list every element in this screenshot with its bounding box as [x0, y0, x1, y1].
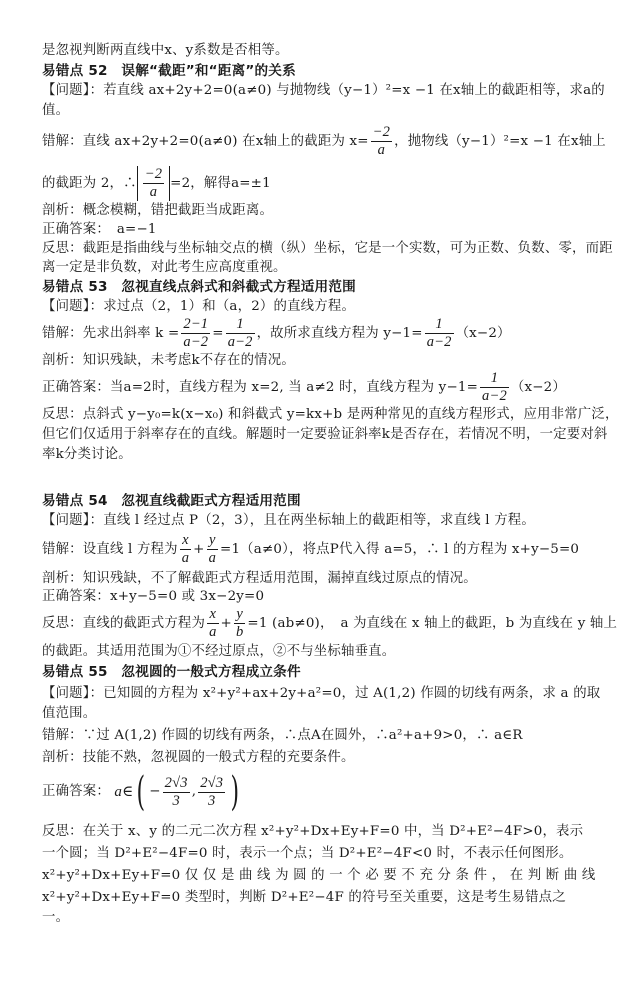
text-segment: a∈ — [114, 784, 134, 800]
fraction-y-over-a — [207, 532, 218, 567]
wrong-solution-52 — [42, 124, 606, 159]
denominator: a — [209, 624, 217, 640]
reflection-53: 反思：点斜式 y−y₀=k(x−x₀) 和斜截式 y=kx+b 是两种常见的直线方程形式，应用非常广泛， — [42, 407, 619, 422]
plus-sign: + — [193, 542, 205, 557]
denominator: a — [377, 142, 386, 158]
denominator: a — [149, 184, 158, 200]
text-segment: 错解：设直线 l 方程为 — [42, 542, 178, 557]
numerator: x — [207, 606, 218, 624]
text-line: x²+y²+Dx+Ey+F=0 仅 仅 是 曲 线 为 圆 的 一 个 必 要 不 充 分 条 件 ， 在 判 断 曲 线 — [42, 868, 596, 883]
numerator: 1 — [425, 316, 454, 334]
text-segment: 反思：直线的截距式方程为 — [42, 616, 206, 631]
answer-53 — [42, 370, 606, 405]
numerator: 1 — [480, 370, 509, 388]
section-heading-53: 易错点 53 忽视直线点斜式和斜截式方程适用范围 — [42, 279, 356, 295]
denominator: a−2 — [227, 334, 253, 350]
analysis-53: 剖析：知识残缺，未考虑k不存在的情况。 — [42, 353, 295, 368]
right-paren: ) — [230, 769, 240, 815]
text-line: 率k分类讨论。 — [42, 447, 132, 462]
analysis-55: 剖析：技能不熟，忽视圆的一般式方程的充要条件。 — [42, 750, 355, 765]
text-segment: ，故所求直线方程为 y−1= — [256, 326, 423, 341]
section-heading-55: 易错点 55 忽视圆的一般式方程成立条件 — [42, 664, 301, 680]
fraction-slope — [181, 316, 210, 351]
text-segment: （x−2） — [510, 380, 566, 395]
denominator: a−2 — [482, 388, 507, 404]
problem-54: 【问题】：直线 l 经过点 P（2，3），且在两坐标轴上的截距相等，求直线 l 方程。 — [42, 513, 535, 528]
reflection-54 — [42, 606, 618, 641]
text-segment: 正确答案： — [42, 784, 110, 799]
problem-55: 【问题】：已知圆的方程为 x²+y²+ax+2y+a²=0，过 A(1,2) 作圆的切线有两条，求 a 的取 — [42, 686, 601, 701]
text-segment: =2，解得a=±1 — [170, 176, 271, 191]
numerator: x — [180, 532, 191, 550]
denominator: a−2 — [426, 334, 452, 350]
reflection-55: 反思：在关于 x、y 的二元二次方程 x²+y²+Dx+Ey+F=0 中，当 D²+E²−4F>0，表示 — [42, 824, 584, 839]
text-line: 但它们仅适用于斜率存在的直线。解题时一定要验证斜率k是否存在，若情况不明，一定要对斜 — [42, 427, 608, 442]
wrong-solution-54 — [42, 532, 606, 567]
text-line: x²+y²+Dx+Ey+F=0 类型时，判断 D²+E²−4F 的符号至关重要，这是考生易错点之 — [42, 890, 566, 905]
numerator: −2 — [372, 124, 391, 140]
text-line: 是忽视判断两直线中x、y系数是否相等。 — [42, 43, 289, 58]
numerator: 2√3 — [200, 774, 224, 791]
denominator: 3 — [208, 792, 216, 809]
text-line: 一个圆；当 D²+E²−4F=0 时，表示一个点；当 D²+E²−4F<0 时，不表示任何图形。 — [42, 846, 573, 861]
denominator: a−2 — [183, 334, 209, 350]
section-heading-52: 易错点 52 误解“截距”和“距离”的关系 — [42, 63, 296, 79]
text-segment: 错解：直线 ax+2y+2=0(a≠0) 在x轴上的截距为 x= — [42, 134, 369, 149]
text-segment: （x−2） — [455, 326, 511, 341]
analysis-52: 剖析：概念模糊，错把截距当成距离。 — [42, 203, 274, 218]
fraction-2sqrt3-over-3 — [163, 775, 190, 810]
fraction-x-over-a — [180, 532, 191, 567]
numerator: y — [207, 532, 218, 550]
minus-sign: − — [149, 784, 161, 799]
answer-54: 正确答案：x+y−5=0 或 3x−2y=0 — [42, 589, 265, 604]
fraction-slope-simplified — [226, 316, 255, 351]
text-line: 离一定是非负数，对此考生应高度重视。 — [42, 260, 287, 275]
fraction-slope — [425, 316, 454, 351]
left-paren: ( — [136, 769, 146, 815]
section-heading-54: 易错点 54 忽视直线截距式方程适用范围 — [42, 493, 301, 509]
answer-52: 正确答案： a=−1 — [42, 222, 157, 237]
numerator: 2√3 — [164, 774, 188, 791]
wrong-solution-52-cont — [42, 166, 606, 201]
fraction-x-over-a — [207, 606, 218, 641]
analysis-54: 剖析：知识残缺，不了解截距式方程适用范围，漏掉直线过原点的情况。 — [42, 571, 477, 586]
denominator: b — [235, 624, 244, 640]
denominator: 3 — [172, 792, 180, 809]
answer-55 — [42, 769, 606, 815]
numerator: −2 — [144, 166, 163, 182]
text-segment: = — [212, 326, 224, 341]
plus-sign: + — [220, 616, 232, 631]
text-segment: =1 (ab≠0)， a 为直线在 x 轴上的截距，b 为直线在 y 轴上 — [247, 616, 618, 631]
numerator: y — [234, 606, 245, 624]
fraction-neg2-over-a — [371, 124, 392, 159]
absolute-value — [137, 166, 170, 201]
reflection-52: 反思：截距是指曲线与坐标轴交点的横（纵）坐标，它是一个实数，可为正数、负数、零，而距 — [42, 241, 613, 256]
fraction-y-over-b — [234, 606, 245, 641]
denominator: a — [208, 550, 217, 566]
problem-53: 【问题】：求过点（2，1）和（a，2）的直线方程。 — [42, 299, 356, 314]
text-line: 的截距。其适用范围为①不经过原点，②不与坐标轴垂直。 — [42, 644, 396, 659]
text-segment: ，抛物线（y−1）²=x −1 在x轴上 — [394, 134, 606, 149]
numerator: 1 — [226, 316, 255, 334]
text-line: 一。 — [42, 910, 70, 925]
denominator: a — [181, 550, 190, 566]
text-line: 值。 — [42, 103, 70, 118]
text-segment: 正确答案：当a=2时，直线方程为 x=2, 当 a≠2 时，直线方程为 y−1= — [42, 380, 479, 395]
text-segment: 错解：先求出斜率 k = — [42, 326, 180, 341]
numerator: 2−1 — [183, 316, 209, 332]
text-segment: =1（a≠0），将点P代入得 a=5，∴ l 的方程为 x+y−5=0 — [220, 542, 580, 557]
fraction-2sqrt3-over-3 — [198, 775, 225, 810]
problem-52: 【问题】：若直线 ax+2y+2=0(a≠0) 与抛物线（y−1）²=x −1 在x轴上的截距相等，求a的 — [42, 83, 605, 98]
wrong-solution-53 — [42, 316, 606, 351]
comma: , — [191, 784, 197, 799]
text-line: 值范围。 — [42, 706, 97, 721]
wrong-solution-55: 错解：∵过 A(1,2) 作圆的切线有两条，∴点A在圆外，∴a²+a+9>0，∴ a∈R — [42, 728, 523, 743]
fraction-slope — [480, 370, 509, 405]
fraction-neg2-over-a — [143, 166, 164, 201]
text-segment: 的截距为 2，∴ — [42, 176, 137, 191]
